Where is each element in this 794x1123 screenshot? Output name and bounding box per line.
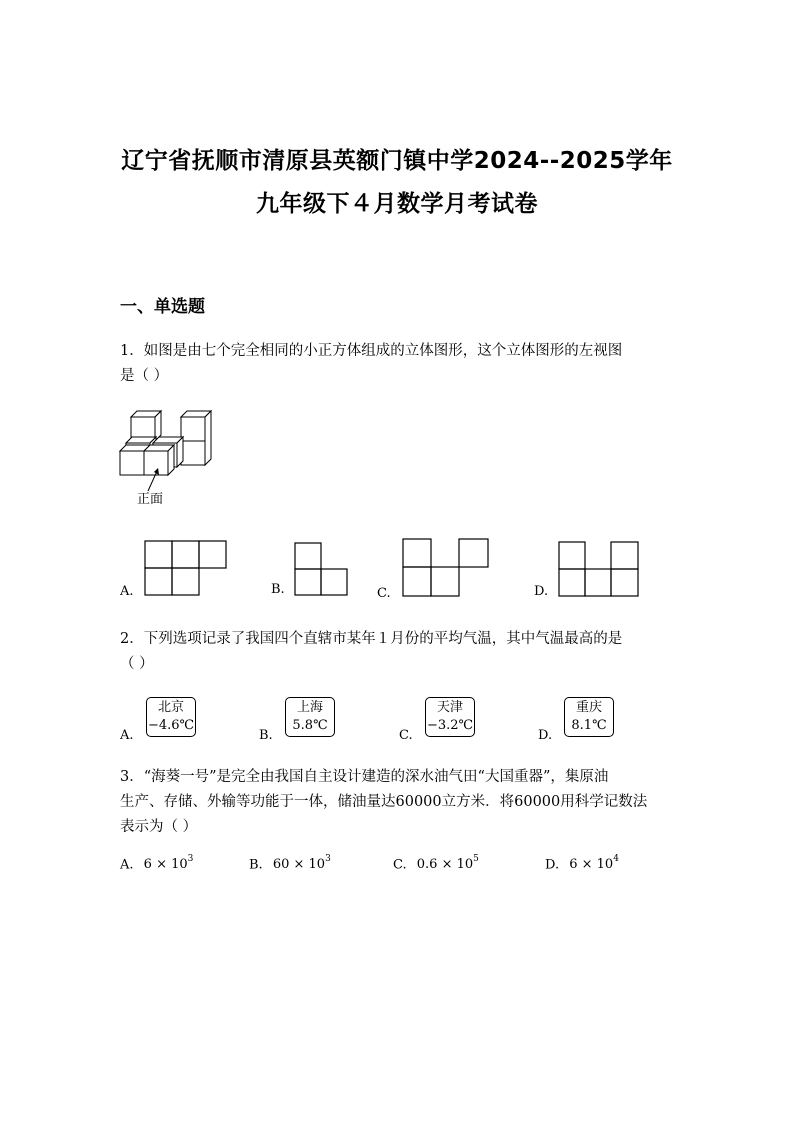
q3-option-c-base: 0.6 × 10 xyxy=(416,857,474,873)
q3-option-d[interactable] xyxy=(545,856,619,872)
q2-option-a-card[interactable] xyxy=(146,697,196,737)
question-2-line1: 2．下列选项记录了我国四个直辖市某年１月份的平均气温，其中气温最高的是 xyxy=(120,631,623,647)
q3-option-d-letter: D. xyxy=(545,857,560,873)
q1-option-d-letter[interactable]: D. xyxy=(534,584,549,599)
front-label: 正面 xyxy=(137,492,164,507)
q3-option-a-exp: 3 xyxy=(187,854,194,864)
page-title-line1: 辽宁省抚顺市清原县英额门镇中学2024--2025学年 xyxy=(121,148,673,174)
question-3-line1: 3．“海葵一号”是完全由我国自主设计建造的深水油气田“大国重器”，集原油 xyxy=(120,769,609,785)
q3-option-a-base: 6 × 10 xyxy=(143,857,188,873)
q2-option-d-temp: 8.1℃ xyxy=(571,718,607,733)
question-3-line3: 表示为（ ） xyxy=(120,819,198,835)
q1-option-c-letter[interactable]: C. xyxy=(377,586,391,601)
q2-option-c-temp: −3.2℃ xyxy=(426,718,474,733)
q3-option-b-base: 60 × 10 xyxy=(272,857,326,873)
question-1-line2: 是（ ） xyxy=(120,368,169,384)
cube-figure xyxy=(118,405,228,505)
q3-option-b[interactable] xyxy=(249,856,331,872)
q2-option-b-temp: 5.8℃ xyxy=(292,718,328,733)
q3-option-a-letter: A. xyxy=(120,857,134,873)
q2-option-b-city: 上海 xyxy=(296,700,323,715)
section-heading: 一、单选题 xyxy=(120,297,205,317)
page-title-line2: 九年级下４月数学月考试卷 xyxy=(256,191,538,217)
q2-option-c-letter[interactable]: C. xyxy=(399,728,413,743)
q3-option-d-base: 6 × 10 xyxy=(569,857,614,873)
q1-option-c-figure[interactable] xyxy=(403,539,491,599)
q3-option-c-exp: 5 xyxy=(473,854,479,864)
q3-option-c[interactable] xyxy=(393,856,479,872)
q2-option-c-card[interactable] xyxy=(425,697,475,737)
q1-option-b-figure[interactable] xyxy=(295,543,349,597)
q1-option-d-figure[interactable] xyxy=(559,542,641,598)
q2-option-d-city: 重庆 xyxy=(575,700,602,715)
question-2-line2: （ ） xyxy=(120,656,154,672)
q2-option-d-letter[interactable]: D. xyxy=(538,728,553,743)
q3-option-b-exp: 3 xyxy=(325,854,331,864)
q2-option-a-temp: −4.6℃ xyxy=(147,718,195,733)
q2-option-d-card[interactable] xyxy=(564,697,614,737)
q3-option-a[interactable] xyxy=(120,856,193,872)
q1-option-b-letter[interactable]: B. xyxy=(271,582,285,597)
q2-option-b-letter[interactable]: B. xyxy=(259,728,273,743)
q3-option-b-letter: B. xyxy=(249,857,263,873)
question-3-line2: 生产、存储、外输等功能于一体，储油量达60000立方米．将60000用科学记数法 xyxy=(120,794,648,810)
q1-option-a-figure[interactable] xyxy=(145,541,227,597)
q2-option-c-city: 天津 xyxy=(436,700,463,715)
q3-option-d-exp: 4 xyxy=(613,854,619,864)
q1-option-a-letter[interactable]: A. xyxy=(120,584,134,599)
q2-option-a-city: 北京 xyxy=(157,700,184,715)
q2-option-a-letter[interactable]: A. xyxy=(120,728,134,743)
q2-option-b-card[interactable] xyxy=(285,697,335,737)
q3-option-c-letter: C. xyxy=(393,857,407,873)
question-1-line1: 1．如图是由七个完全相同的小正方体组成的立体图形，这个立体图形的左视图 xyxy=(120,343,623,359)
